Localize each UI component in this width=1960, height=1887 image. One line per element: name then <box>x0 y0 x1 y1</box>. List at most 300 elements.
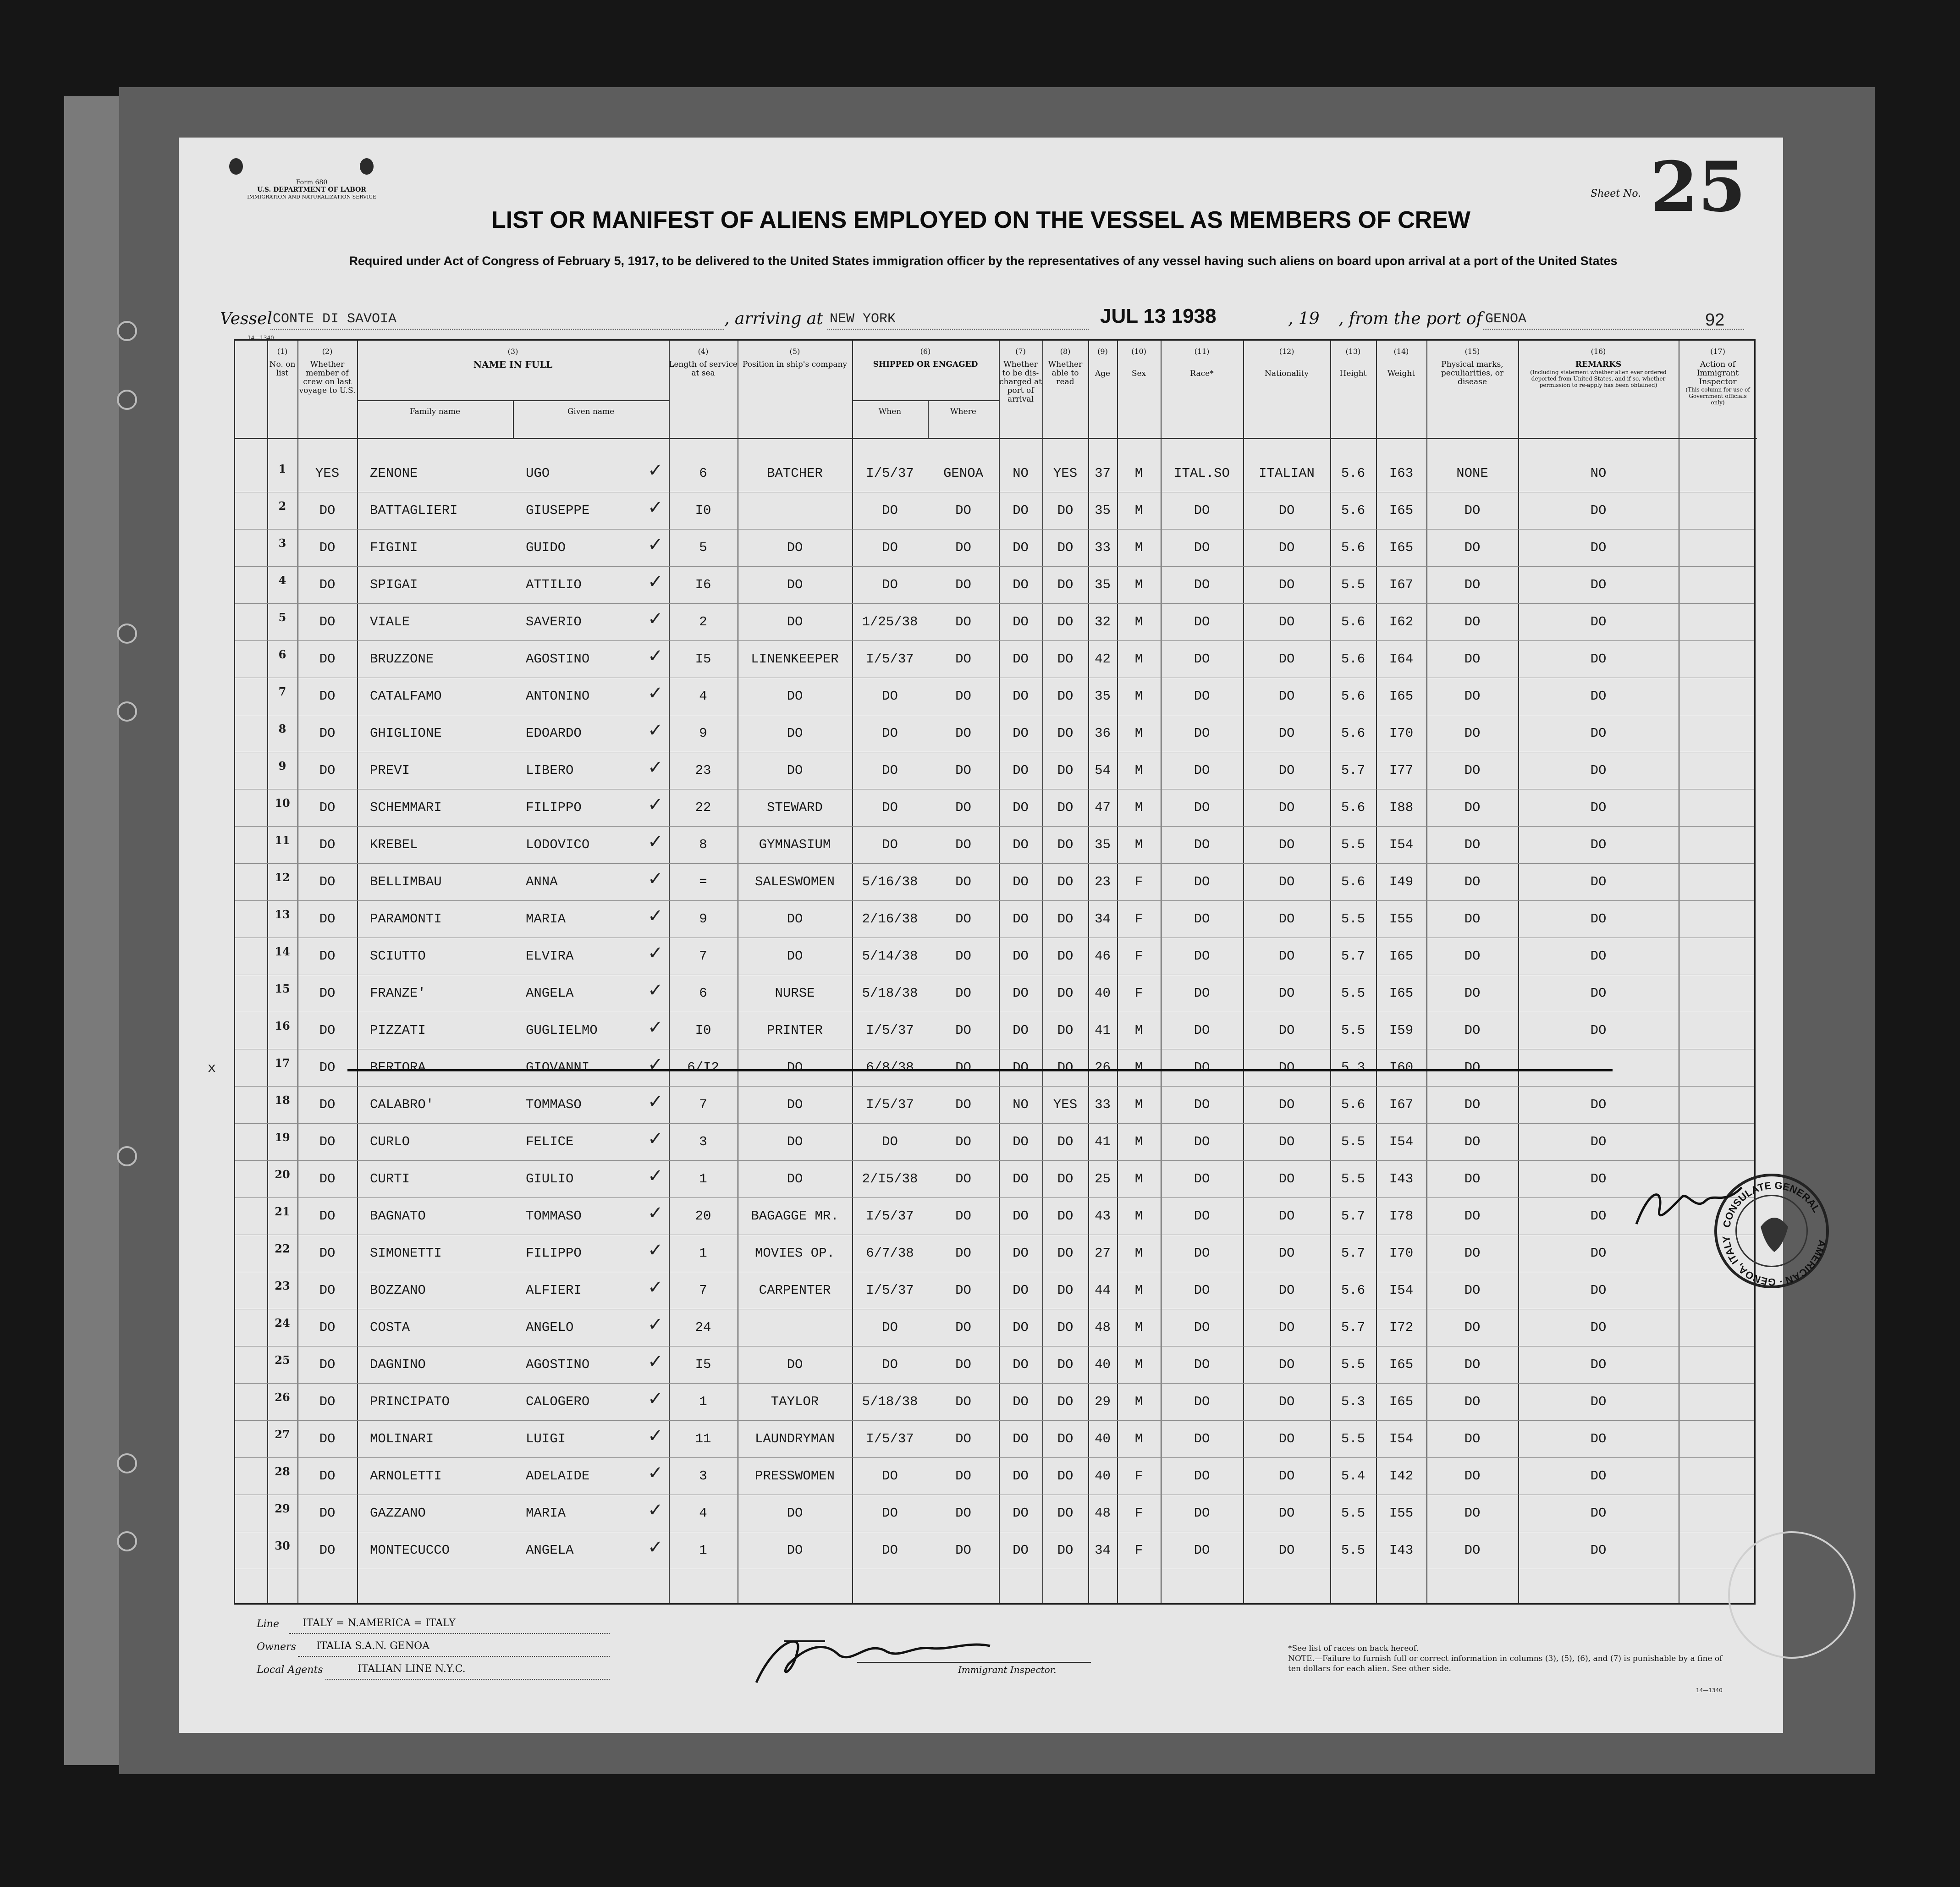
cell-service-length: 8 <box>699 837 707 852</box>
cell-weight: I65 <box>1389 986 1414 1001</box>
cell-remarks: DO <box>1590 1394 1607 1409</box>
seal-top-text: CONSULATE GENERAL <box>1720 1179 1822 1229</box>
cell-service-length: 1 <box>699 1543 707 1558</box>
arrival-underline <box>827 329 1089 330</box>
cell-weight: I67 <box>1389 1097 1414 1112</box>
cell-sex: M <box>1134 577 1143 592</box>
department-name: U.S. DEPARTMENT OF LABOR <box>257 186 367 193</box>
races-note: *See list of races on back hereof. <box>1288 1644 1419 1653</box>
cell-discharged: DO <box>1013 763 1029 778</box>
cell-height: 5.5 <box>1341 1357 1365 1372</box>
cell-given-name: MARIA <box>526 1506 566 1521</box>
cell-row-number: 20 <box>275 1168 290 1181</box>
cell-position: DO <box>787 949 803 964</box>
cell-weight: I64 <box>1389 651 1414 667</box>
cell-physical-marks: DO <box>1464 1468 1481 1484</box>
cell-given-name: AGOSTINO <box>526 1357 590 1372</box>
cell-able-to-read: DO <box>1057 911 1074 927</box>
cell-remarks: DO <box>1590 1357 1607 1372</box>
cell-family-name: ARNOLETTI <box>370 1468 442 1484</box>
col-header-age: (9) Age <box>1095 347 1111 378</box>
cell-previous-voyage: DO <box>319 1543 336 1558</box>
check-mark-icon: ✓ <box>648 1537 663 1558</box>
cell-given-name: ELVIRA <box>526 949 574 964</box>
cell-service-length: 1 <box>699 1394 707 1409</box>
cell-shipped-where: DO <box>955 1394 971 1409</box>
cell-shipped-when: DO <box>882 1134 898 1149</box>
cell-able-to-read: DO <box>1057 1394 1074 1409</box>
cell-able-to-read: DO <box>1057 1283 1074 1298</box>
cell-remarks: DO <box>1590 1208 1607 1224</box>
row-rule <box>235 529 1754 530</box>
check-mark-icon: ✓ <box>648 1388 663 1409</box>
cell-sex: M <box>1134 726 1143 741</box>
cell-height: 5.5 <box>1341 1134 1365 1149</box>
cell-family-name: PIZZATI <box>370 1023 426 1038</box>
arrival-date-stamp: JUL 13 1938 <box>1100 305 1217 327</box>
col-header-nationality: (12) Nationality <box>1265 347 1309 378</box>
binder-ring <box>117 1531 137 1551</box>
cell-physical-marks: DO <box>1464 1357 1481 1372</box>
cell-row-number: 29 <box>275 1502 290 1515</box>
cell-remarks: DO <box>1590 800 1607 815</box>
cell-nationality: DO <box>1278 1134 1295 1149</box>
cell-shipped-where: DO <box>955 1171 971 1186</box>
cell-shipped-when: 1/25/38 <box>862 614 918 629</box>
col-header-weight: (14) Weight <box>1387 347 1415 378</box>
cell-shipped-where: DO <box>955 1468 971 1484</box>
cell-shipped-where: DO <box>955 837 971 852</box>
cell-sex: M <box>1134 800 1143 815</box>
cell-discharged: DO <box>1013 689 1029 704</box>
cell-given-name: ANNA <box>526 874 558 889</box>
cell-weight: I55 <box>1389 911 1414 927</box>
cell-given-name: TOMMASO <box>526 1097 582 1112</box>
col-header-height: (13) Height <box>1339 347 1367 378</box>
check-mark-icon: ✓ <box>648 1091 663 1112</box>
col-header-read: (8) Whether able to read <box>1048 347 1083 386</box>
cell-position: GYMNASIUM <box>759 837 831 852</box>
cell-row-number: 28 <box>275 1465 290 1478</box>
cell-able-to-read: DO <box>1057 1134 1074 1149</box>
cell-position: LINENKEEPER <box>751 651 839 667</box>
cell-shipped-where: DO <box>955 763 971 778</box>
col-header-race: (11) Race* <box>1190 347 1214 378</box>
cell-height: 5.6 <box>1341 800 1365 815</box>
cell-service-length: I5 <box>695 1357 711 1372</box>
cell-race: DO <box>1194 1431 1210 1446</box>
cell-nationality: DO <box>1278 763 1295 778</box>
cell-previous-voyage: DO <box>319 874 336 889</box>
column-line <box>297 341 298 1603</box>
cell-shipped-when: DO <box>882 689 898 704</box>
cell-remarks: DO <box>1590 911 1607 927</box>
cell-remarks: DO <box>1590 763 1607 778</box>
cell-weight: I65 <box>1389 1394 1414 1409</box>
col-header-name: (3) NAME IN FULL <box>473 347 553 370</box>
cell-age: 41 <box>1095 1023 1111 1038</box>
cell-weight: I42 <box>1389 1468 1414 1484</box>
cell-discharged: DO <box>1013 1320 1029 1335</box>
cell-row-number: 21 <box>275 1205 290 1218</box>
check-mark-icon: ✓ <box>648 757 663 778</box>
cell-discharged: DO <box>1013 1023 1029 1038</box>
cell-service-length: I0 <box>695 503 711 518</box>
printing-code: 14—1340 <box>248 335 274 341</box>
cell-able-to-read: YES <box>1053 1097 1078 1112</box>
punch-hole <box>229 158 243 175</box>
cell-nationality: DO <box>1278 614 1295 629</box>
agents-value: ITALIAN LINE N.Y.C. <box>358 1663 466 1675</box>
cell-nationality: DO <box>1278 1208 1295 1224</box>
cell-position: MOVIES OP. <box>754 1246 835 1261</box>
cell-race: DO <box>1194 800 1210 815</box>
cell-able-to-read: DO <box>1057 651 1074 667</box>
cell-position: NURSE <box>775 986 815 1001</box>
cell-row-number: 18 <box>275 1093 290 1107</box>
cell-age: 36 <box>1095 726 1111 741</box>
cell-remarks: DO <box>1590 1431 1607 1446</box>
check-mark-icon: ✓ <box>648 868 663 889</box>
cell-sex: F <box>1134 1543 1143 1558</box>
cell-row-number: 24 <box>275 1316 290 1330</box>
cell-race: DO <box>1194 1357 1210 1372</box>
cell-age: 35 <box>1095 503 1111 518</box>
cell-previous-voyage: DO <box>319 837 336 852</box>
column-line <box>267 341 268 1603</box>
cell-age: 32 <box>1095 614 1111 629</box>
cell-remarks: DO <box>1590 540 1607 555</box>
vessel-line <box>220 305 1746 332</box>
col-header-physical-marks: (15) Physical marks, peculiarities, or disease <box>1441 347 1504 386</box>
cell-age: 25 <box>1095 1171 1111 1186</box>
cell-family-name: GHIGLIONE <box>370 726 442 741</box>
cell-service-length: I5 <box>695 651 711 667</box>
cell-shipped-where: DO <box>955 911 971 927</box>
cell-shipped-where: DO <box>955 986 971 1001</box>
binder-ring <box>117 1146 137 1166</box>
binder-ring <box>117 390 137 410</box>
cell-sex: M <box>1134 651 1143 667</box>
cell-position: TAYLOR <box>771 1394 819 1409</box>
cell-nationality: DO <box>1278 1283 1295 1298</box>
cell-able-to-read: DO <box>1057 800 1074 815</box>
cell-given-name: CALOGERO <box>526 1394 590 1409</box>
check-mark-icon: ✓ <box>648 943 663 964</box>
cell-height: 5.3 <box>1341 1060 1365 1075</box>
cell-able-to-read: DO <box>1057 614 1074 629</box>
cell-shipped-when: I/5/37 <box>866 1208 914 1224</box>
cell-age: 33 <box>1095 540 1111 555</box>
row-rule <box>235 1420 1754 1421</box>
cell-discharged: DO <box>1013 1431 1029 1446</box>
check-mark-icon: ✓ <box>648 1017 663 1038</box>
vessel-name: CONTE DI SAVOIA <box>273 311 397 327</box>
cell-shipped-when: 5/16/38 <box>862 874 918 889</box>
cell-height: 5.7 <box>1341 763 1365 778</box>
cell-shipped-when: DO <box>882 540 898 555</box>
binder-ring <box>117 1453 137 1473</box>
binder-ring <box>117 623 137 644</box>
cell-physical-marks: DO <box>1464 1208 1481 1224</box>
cell-service-length: 6/I2 <box>687 1060 719 1075</box>
cell-given-name: FILIPPO <box>526 800 582 815</box>
cell-row-number: 17 <box>275 1056 290 1070</box>
cell-shipped-where: DO <box>955 689 971 704</box>
cell-row-number: 8 <box>278 722 286 735</box>
cell-shipped-when: DO <box>882 726 898 741</box>
cell-given-name: GIULIO <box>526 1171 574 1186</box>
cell-weight: I43 <box>1389 1171 1414 1186</box>
cell-remarks: DO <box>1590 1543 1607 1558</box>
cell-family-name: FRANZE' <box>370 986 426 1001</box>
cell-shipped-where: DO <box>955 874 971 889</box>
cell-position: DO <box>787 1060 803 1075</box>
cell-family-name: BERTORA <box>370 1060 426 1075</box>
cell-height: 5.5 <box>1341 1506 1365 1521</box>
column-line <box>1042 341 1043 1603</box>
cell-family-name: CURTI <box>370 1171 410 1186</box>
cell-remarks: DO <box>1590 837 1607 852</box>
struck-row-marker: x <box>208 1061 216 1076</box>
cell-height: 5.4 <box>1341 1468 1365 1484</box>
cell-row-number: 23 <box>275 1279 290 1292</box>
cell-remarks: DO <box>1590 726 1607 741</box>
cell-previous-voyage: DO <box>319 1097 336 1112</box>
cell-position: SALESWOMEN <box>754 874 835 889</box>
cell-previous-voyage: DO <box>319 540 336 555</box>
cell-family-name: PREVI <box>370 763 410 778</box>
cell-nationality: DO <box>1278 986 1295 1001</box>
cell-discharged: NO <box>1013 1097 1029 1112</box>
cell-previous-voyage: DO <box>319 1171 336 1186</box>
cell-position: DO <box>787 763 803 778</box>
agents-underline <box>325 1679 610 1680</box>
row-rule <box>235 1123 1754 1124</box>
cell-previous-voyage: DO <box>319 1060 336 1075</box>
cell-service-length: 4 <box>699 689 707 704</box>
cell-discharged: DO <box>1013 1543 1029 1558</box>
cell-nationality: DO <box>1278 577 1295 592</box>
cell-age: 40 <box>1095 1468 1111 1484</box>
cell-able-to-read: DO <box>1057 1208 1074 1224</box>
sheet-number-label: Sheet No. <box>1591 188 1641 199</box>
cell-height: 5.6 <box>1341 874 1365 889</box>
check-mark-icon: ✓ <box>648 1128 663 1149</box>
cell-discharged: DO <box>1013 1208 1029 1224</box>
cell-row-number: 19 <box>275 1131 290 1144</box>
cell-shipped-where: DO <box>955 1023 971 1038</box>
cell-height: 5.6 <box>1341 726 1365 741</box>
col-header-sex: (10) Sex <box>1131 347 1146 378</box>
cell-physical-marks: NONE <box>1456 466 1488 481</box>
cell-shipped-where: DO <box>955 1431 971 1446</box>
check-mark-icon: ✓ <box>648 831 663 852</box>
cell-weight: I54 <box>1389 837 1414 852</box>
cell-position: BATCHER <box>767 466 823 481</box>
cell-service-length: 3 <box>699 1134 707 1149</box>
cell-height: 5.5 <box>1341 986 1365 1001</box>
cell-sex: M <box>1134 503 1143 518</box>
cell-sex: M <box>1134 1208 1143 1224</box>
cell-remarks: DO <box>1590 577 1607 592</box>
cell-sex: M <box>1134 1394 1143 1409</box>
table-header <box>235 341 1757 439</box>
cell-given-name: GUIDO <box>526 540 566 555</box>
cell-shipped-when: DO <box>882 837 898 852</box>
cell-discharged: DO <box>1013 1357 1029 1372</box>
cell-weight: I55 <box>1389 1506 1414 1521</box>
cell-discharged: DO <box>1013 726 1029 741</box>
cell-shipped-when: DO <box>882 1543 898 1558</box>
cell-given-name: GIUSEPPE <box>526 503 590 518</box>
cell-discharged: DO <box>1013 911 1029 927</box>
cell-age: 48 <box>1095 1320 1111 1335</box>
column-line <box>1161 341 1162 1603</box>
cell-sex: M <box>1134 1134 1143 1149</box>
cell-race: DO <box>1194 986 1210 1001</box>
manifest-page <box>179 138 1828 1733</box>
cell-race: DO <box>1194 1023 1210 1038</box>
cell-race: ITAL.SO <box>1174 466 1230 481</box>
cell-given-name: GUGLIELMO <box>526 1023 598 1038</box>
cell-position: DO <box>787 726 803 741</box>
cell-position: PRESSWOMEN <box>754 1468 835 1484</box>
cell-age: 42 <box>1095 651 1111 667</box>
cell-row-number: 6 <box>278 648 286 661</box>
footer-code: 14—1340 <box>1696 1687 1723 1694</box>
service-name: IMMIGRATION AND NATURALIZATION SERVICE <box>247 194 376 200</box>
cell-given-name: FELICE <box>526 1134 574 1149</box>
owners-value: ITALIA S.A.N. GENOA <box>316 1640 430 1652</box>
cell-physical-marks: DO <box>1464 651 1481 667</box>
cell-race: DO <box>1194 503 1210 518</box>
cell-shipped-where: DO <box>955 503 971 518</box>
cell-shipped-where: GENOA <box>943 466 983 481</box>
cell-nationality: DO <box>1278 1394 1295 1409</box>
cell-remarks: DO <box>1590 1468 1607 1484</box>
cell-given-name: LUIGI <box>526 1431 566 1446</box>
col-header-position: (5) Position in ship's company <box>742 347 848 369</box>
cell-height: 5.6 <box>1341 1283 1365 1298</box>
departure-port: GENOA <box>1485 311 1527 327</box>
cell-height: 5.5 <box>1341 1543 1365 1558</box>
cell-shipped-when: DO <box>882 800 898 815</box>
cell-position: DO <box>787 1357 803 1372</box>
penalty-note: NOTE.—Failure to furnish full or correct information in columns (3), (5), (6), and (7) is punishable by a fine of ten dollars for each alien. See other side. <box>1288 1654 1723 1673</box>
check-mark-icon: ✓ <box>648 1240 663 1261</box>
cell-height: 5.5 <box>1341 837 1365 852</box>
cell-position: DO <box>787 1506 803 1521</box>
cell-race: DO <box>1194 1208 1210 1224</box>
cell-physical-marks: DO <box>1464 1171 1481 1186</box>
cell-shipped-where: DO <box>955 577 971 592</box>
cell-service-length: 24 <box>695 1320 711 1335</box>
cell-able-to-read: DO <box>1057 1171 1074 1186</box>
owners-label: Owners <box>257 1641 296 1653</box>
cell-sex: F <box>1134 874 1143 889</box>
cell-given-name: ANGELA <box>526 1543 574 1558</box>
cell-row-number: 30 <box>275 1539 290 1552</box>
cell-nationality: DO <box>1278 1320 1295 1335</box>
agents-label: Local Agents <box>257 1664 323 1676</box>
cell-shipped-when: DO <box>882 1320 898 1335</box>
cell-able-to-read: DO <box>1057 763 1074 778</box>
check-mark-icon: ✓ <box>648 683 663 704</box>
check-mark-icon: ✓ <box>648 720 663 741</box>
list-number: 92 <box>1705 310 1725 330</box>
cell-family-name: KREBEL <box>370 837 418 852</box>
cell-previous-voyage: DO <box>319 949 336 964</box>
cell-height: 5.3 <box>1341 1394 1365 1409</box>
cell-remarks: DO <box>1590 986 1607 1001</box>
cell-weight: I67 <box>1389 577 1414 592</box>
cell-row-number: 2 <box>278 499 286 513</box>
cell-physical-marks: DO <box>1464 949 1481 964</box>
cell-given-name: ANGELO <box>526 1320 574 1335</box>
cell-nationality: DO <box>1278 1246 1295 1261</box>
shipped-divider <box>852 400 999 401</box>
check-mark-icon: ✓ <box>648 1277 663 1298</box>
cell-physical-marks: DO <box>1464 1543 1481 1558</box>
cell-discharged: DO <box>1013 1171 1029 1186</box>
col-header-remarks: (16) REMARKS (Including statement whether alien ever ordered deported from United States, and if so, whether permission to re-apply has been obtained) <box>1530 347 1667 388</box>
vessel-label: Vessel <box>220 309 272 328</box>
cell-age: 40 <box>1095 1357 1111 1372</box>
cell-family-name: BELLIMBAU <box>370 874 442 889</box>
check-mark-icon: ✓ <box>648 980 663 1001</box>
cell-nationality: DO <box>1278 837 1295 852</box>
strikethrough-line <box>347 1069 1613 1071</box>
cell-previous-voyage: DO <box>319 1023 336 1038</box>
cell-shipped-where: DO <box>955 651 971 667</box>
cell-row-number: 4 <box>278 574 286 587</box>
cell-position: DO <box>787 1097 803 1112</box>
cell-height: 5.6 <box>1341 503 1365 518</box>
vessel-underline <box>270 329 724 330</box>
cell-physical-marks: DO <box>1464 689 1481 704</box>
cell-race: DO <box>1194 1134 1210 1149</box>
cell-race: DO <box>1194 874 1210 889</box>
check-mark-icon: ✓ <box>648 1462 663 1484</box>
row-rule <box>235 863 1754 864</box>
cell-service-length: 23 <box>695 763 711 778</box>
cell-able-to-read: DO <box>1057 1320 1074 1335</box>
cell-race: DO <box>1194 1171 1210 1186</box>
cell-physical-marks: DO <box>1464 1134 1481 1149</box>
cell-shipped-when: I/5/37 <box>866 651 914 667</box>
cell-able-to-read: DO <box>1057 1357 1074 1372</box>
cell-age: 43 <box>1095 1208 1111 1224</box>
cell-shipped-where: DO <box>955 1060 971 1075</box>
embossed-seal <box>1728 1531 1855 1659</box>
cell-nationality: DO <box>1278 726 1295 741</box>
cell-discharged: DO <box>1013 1394 1029 1409</box>
from-port-label: , from the port of <box>1338 309 1482 328</box>
cell-shipped-when: 2/16/38 <box>862 911 918 927</box>
cell-able-to-read: DO <box>1057 689 1074 704</box>
cell-weight: I72 <box>1389 1320 1414 1335</box>
check-mark-icon: ✓ <box>648 1500 663 1521</box>
row-rule <box>235 1086 1754 1087</box>
cell-race: DO <box>1194 1060 1210 1075</box>
cell-physical-marks: DO <box>1464 1060 1481 1075</box>
cell-shipped-when: I/5/37 <box>866 466 914 481</box>
cell-service-length: 7 <box>699 1097 707 1112</box>
cell-height: 5.7 <box>1341 1320 1365 1335</box>
cell-row-number: 22 <box>275 1242 290 1255</box>
cell-service-length: 20 <box>695 1208 711 1224</box>
